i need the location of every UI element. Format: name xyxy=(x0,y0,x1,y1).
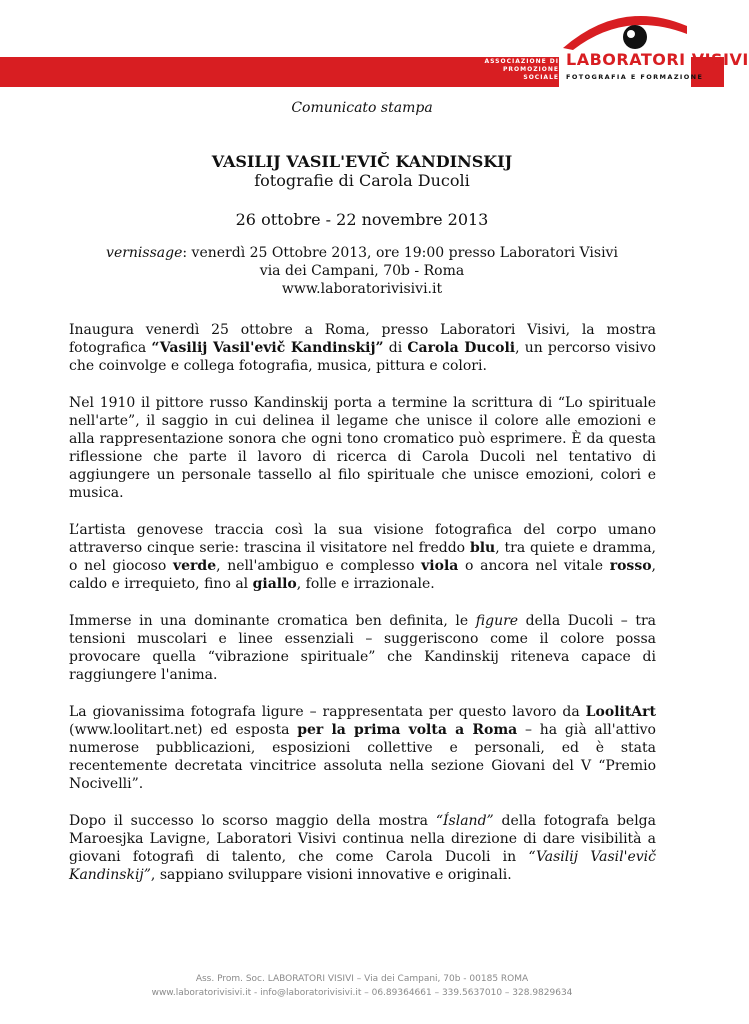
logo-subtitle: FOTOGRAFIA E FORMAZIONE xyxy=(566,73,704,81)
paragraph-5: La giovanissima fotografa ligure – rappresentata per questo lavoro da LoolitArt (www.loolitart.net) ed esposta per la prima volta a Roma – ha già all'attivo numerose pubblicazioni, esposizioni collettive e personali, ed è stata recentemente decretata vincitrice assoluta nella sezione Giovani del V “Premio Nocivelli”. xyxy=(69,704,656,792)
footer xyxy=(0,972,724,1000)
association-label xyxy=(481,58,559,82)
paragraph-2: Nel 1910 il pittore russo Kandinskij porta a termine la scrittura di “Lo spirituale nell'arte”, il saggio in cui delinea il legame che unisce il colore alle emozioni e alla rappresentazione sonora che ogni tono cromatico può esprimere. È da questa riflessione che parte il lavoro di ricerca di Carola Ducoli nel tentativo di aggiungere un personale tassello al filo spirituale che unisce emozioni, colori e musica. xyxy=(69,395,656,501)
paragraph-3: L’artista genovese traccia così la sua visione fotografica del corpo umano attraverso cinque serie: trascina il visitatore nel freddo blu, tra quiete e dramma, o nel giocoso verde, nell'ambiguo e complesso viola o ancora nel vitale rosso, caldo e irrequieto, fino al giallo, folle e irrazionale. xyxy=(69,522,656,592)
association-line-1: ASSOCIAZIONE DI xyxy=(484,58,559,65)
vernissage-label: vernissage xyxy=(106,245,183,261)
paragraph-6: Dopo il successo lo scorso maggio della mostra “Ísland” della fotografa belga Maroesjka Lavigne, Laboratori Visivi continua nella direzione di dare visibilità a giovani fotografi di talento, che come Carola Ducoli in “Vasilij Vasil'evič Kandinskij”, sappiano sviluppare visioni innovative e originali. xyxy=(69,813,656,883)
body-text xyxy=(69,321,656,903)
logo-title: LABORATORI VISIVI xyxy=(566,50,749,69)
press-release-kicker: Comunicato stampa xyxy=(291,100,433,116)
address-line: via dei Campani, 70b - Roma xyxy=(259,263,465,279)
vernissage-text: : venerdì 25 Ottobre 2013, ore 19:00 presso Laboratori Visivi xyxy=(182,245,618,261)
association-line-2: PROMOZIONE xyxy=(503,66,559,73)
footer-line-2: www.laboratorivisivi.it - info@laboratorivisivi.it – 06.89364661 – 339.5637010 – 328.9829634 xyxy=(151,988,573,998)
website-line: www.laboratorivisivi.it xyxy=(281,281,443,297)
page-subtitle: fotografie di Carola Ducoli xyxy=(254,171,470,190)
page-title: VASILIJ VASIL'EVIČ KANDINSKIJ xyxy=(211,152,513,171)
paragraph-1: Inaugura venerdì 25 ottobre a Roma, presso Laboratori Visivi, la mostra fotografica “Vasilij Vasil'evič Kandinskij” di Carola Ducoli, un percorso visivo che coinvolge e collega fotografia, musica, pittura e colori. xyxy=(69,322,656,374)
eye-logo-icon xyxy=(559,4,691,52)
paragraph-4: Immerse in una dominante cromatica ben definita, le figure della Ducoli – tra tensioni muscolari e linee essenziali – suggeriscono come il colore possa provocare quella “vibrazione spirituale” che Kandinskij riteneva capace di raggiungere l'anima. xyxy=(69,613,657,683)
exhibition-dates: 26 ottobre - 22 novembre 2013 xyxy=(235,210,489,229)
association-line-3: SOCIALE xyxy=(523,74,559,81)
vernissage-line xyxy=(0,244,724,262)
vernissage-block xyxy=(0,244,724,298)
footer-line-1: Ass. Prom. Soc. LABORATORI VISIVI – Via dei Campani, 70b - 00185 ROMA xyxy=(195,974,529,984)
